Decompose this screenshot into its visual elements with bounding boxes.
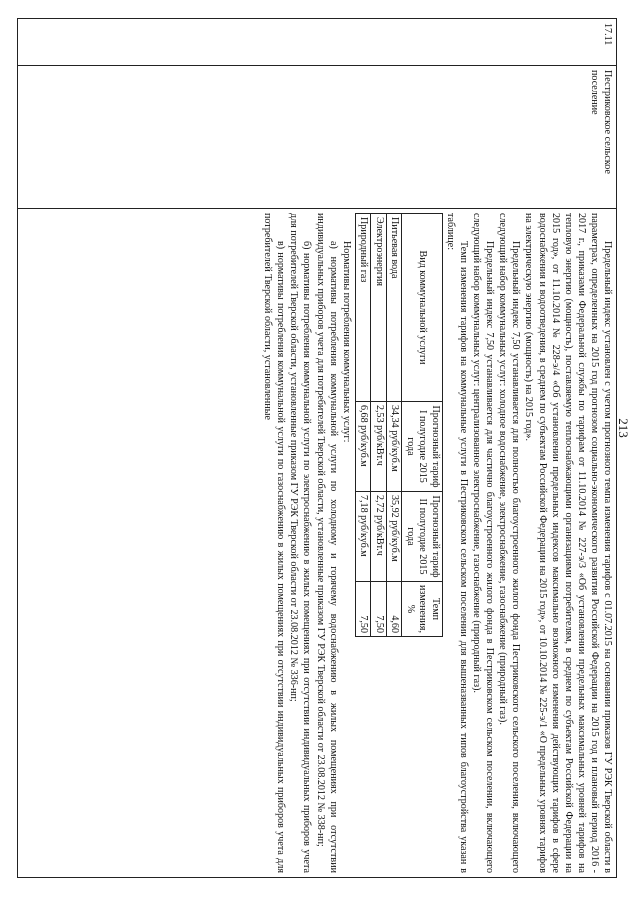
table-row — [18, 19, 617, 878]
tariff-h1: 34,34 руб/куб.м — [386, 401, 402, 491]
table-row — [371, 214, 387, 637]
paragraph: Предельный индекс установлен с учетом прогнозного темпа изменения тарифов с 01.07.2015 на основании приказов ГУ РЭК Тверской области в параметрах, определенных на 2015 год прогнозом социально-экономического развития Российской Федерации на 2015 год и плановый период 2016 - 2017 г., приказами Федеральной службы по тарифам от 11.10.2014 № 227-э/3 «Об установлении предельных максимальных уровней тарифов на тепловую энергию (мощность), поставляемую теплоснабжающими организациями потребителям, в среднем по субъектам Российской Федерации на 2015 год», от 11.10.2014 № 228-э/4 «Об установлении предельных индексов максимально возможного изменения действующих тарифов в сфере водоснабжения и водоотведения, в среднем по субъектам Российской Федерации на 2015 год», от 10.10.2014 № 225-э/1 «О предельных уровнях тарифов на электрическую энергию (мощность) на 2015 год». — [523, 213, 613, 873]
header-change: Темп изменения, % — [402, 581, 443, 636]
header-tariff-h1: Прогнозный тариф I полугодие 2015 года — [402, 401, 443, 491]
tariff-header-row — [402, 214, 443, 637]
header-service: Вид коммунальной услуги — [402, 214, 443, 402]
table-row — [355, 214, 371, 637]
norm-item: б) нормативы потребления коммунальной услуги по электроснабжению в жилых помещениях при отсутствии индивидуальных приборов учета для потребителей Тверской области, установленные приказом ГУ РЭК Тверской области от 23.08.2012 № 336-нп; — [288, 213, 313, 873]
header-tariff-h2: Прогнозный тариф II полугодие 2015 года — [402, 491, 443, 581]
row-number: 17.11 — [18, 19, 617, 66]
page-number: 213 — [615, 418, 631, 438]
paragraph: Предельный индекс 7,50 устанавливается для полностью благоустроенного жилого фонда Пестриковского сельского поселения, включающего следующий набор коммунальных услуг: холодное водоснабжение, электроснабжение, газоснабжение (природный газ). — [497, 213, 522, 873]
paragraph: Предельный индекс 7,50 устанавливается для частично благоустроенного жилого фонда в Пестриковском сельском поселении, включающего следующий набор коммунальных услуг: централизованное электроснабжение, газоснабжение (природный газ). — [471, 213, 496, 873]
tariff-h2: 7,18 руб/куб.м — [355, 491, 371, 581]
norm-item: в) нормативы потребления коммунальной услуги по газоснабжению в жилых помещениях при отсутствии индивидуальных приборов учета для потребителей Тверской области, установленные — [262, 213, 287, 873]
table-row — [386, 214, 402, 637]
service-name: Природный газ — [355, 214, 371, 402]
tariff-h1: 2,53 руб/кВт.ч — [371, 401, 387, 491]
tariff-table — [355, 213, 443, 637]
service-name: Электроэнергия — [371, 214, 387, 402]
change-percent: 7,50 — [355, 581, 371, 636]
tariff-h2: 2,72 руб/кВт.ч — [371, 491, 387, 581]
change-percent: 7,50 — [371, 581, 387, 636]
norms-title: Нормативы потребления коммунальных услуг: — [340, 241, 352, 443]
rotated-page-content — [17, 18, 617, 878]
norm-item: а) нормативы потребления коммунальной услуги по холодному и горячему водоснабжению в жилых помещениях при отсутствии индивидуальных приборов учета для потребителей Тверской области, установленные приказом ГУ РЭК Тверской области от 23.08.2012 № 338-нп; — [314, 213, 339, 873]
settlement-name: Пестриковское сельское поселение — [18, 66, 617, 209]
paragraph: Темп изменения тарифов на коммунальные услуги в Пестриковском сельском поселении для вышеназванных типов благоустройства указан в таблице: — [444, 213, 469, 873]
tariff-h1: 6,68 руб/куб.м — [355, 401, 371, 491]
settlement-table — [17, 18, 617, 878]
change-percent: 4,60 — [386, 581, 402, 636]
service-name: Питьевая вода — [386, 214, 402, 402]
description-cell — [18, 209, 617, 878]
tariff-h2: 35,92 руб/куб.м — [386, 491, 402, 581]
